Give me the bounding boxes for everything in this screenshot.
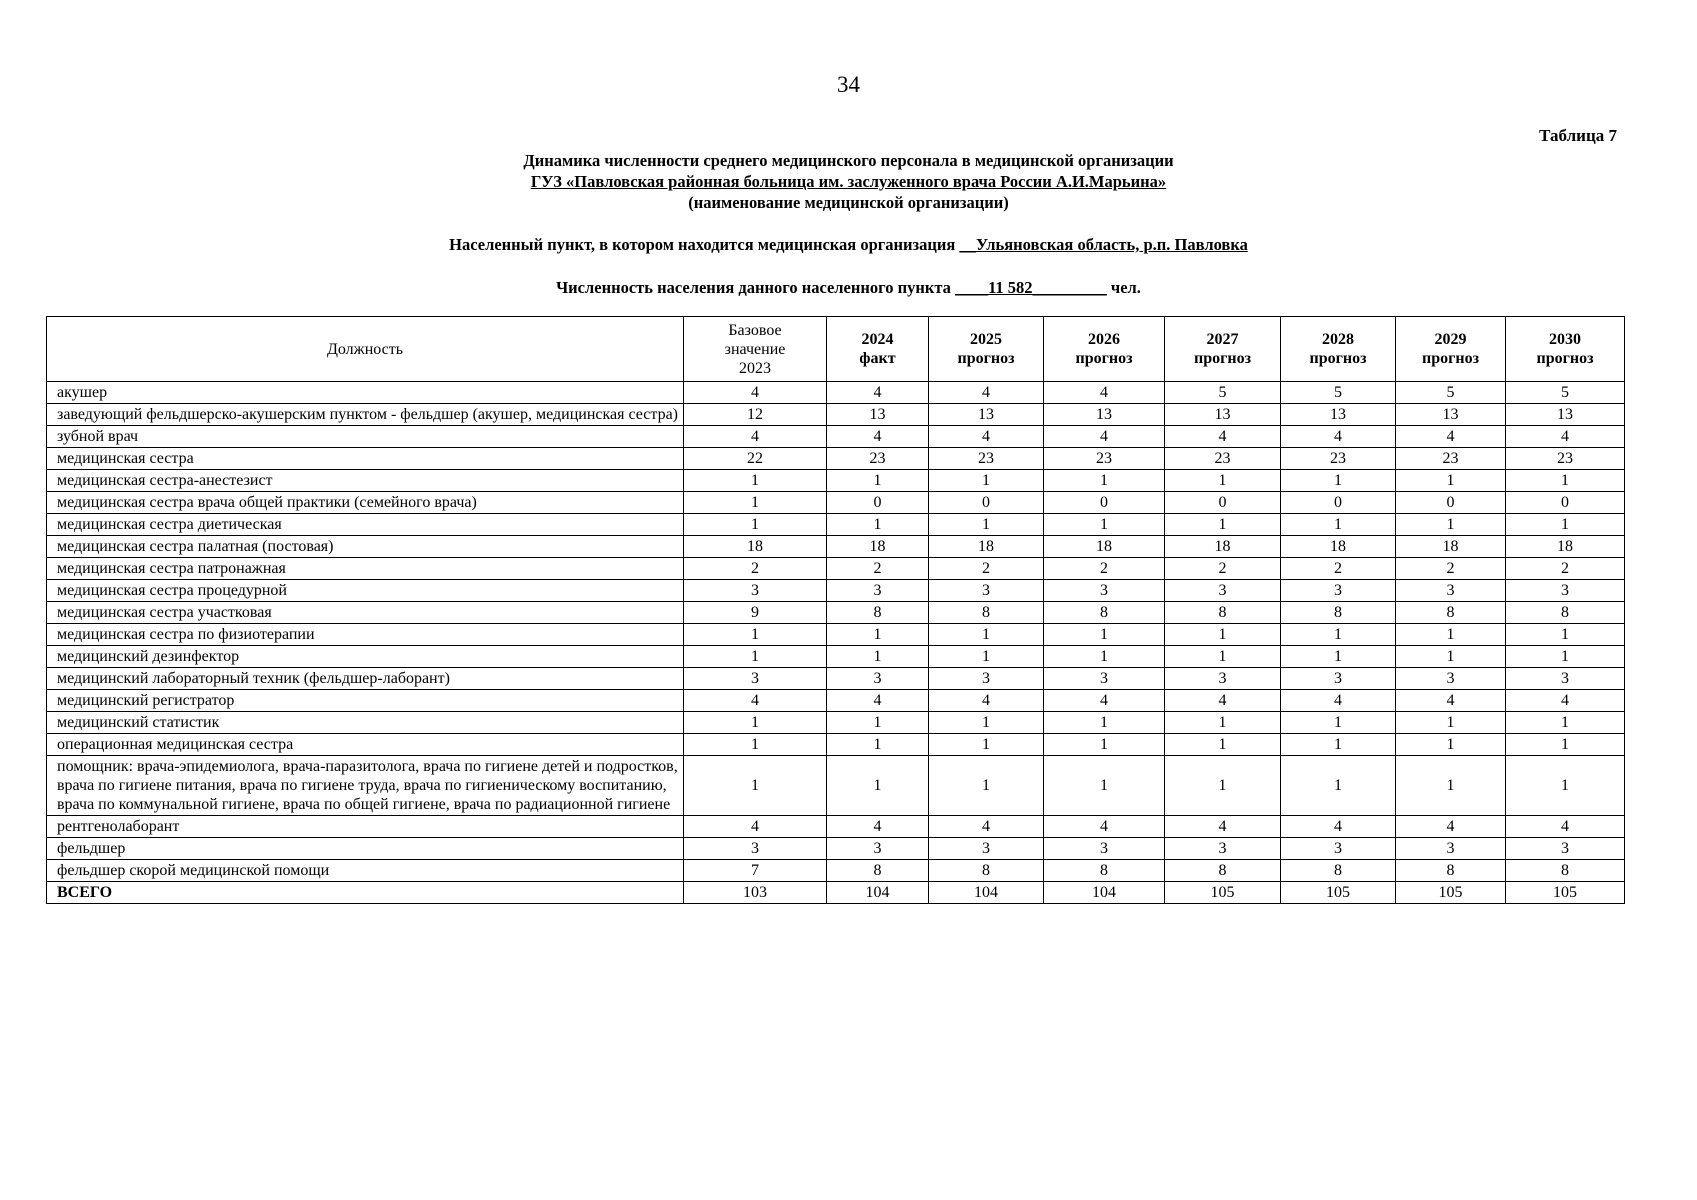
value-cell: 23 <box>1165 448 1281 470</box>
value-cell: 4 <box>684 816 827 838</box>
value-cell: 1 <box>1165 734 1281 756</box>
value-cell: 105 <box>1396 882 1506 904</box>
value-cell: 0 <box>1281 492 1396 514</box>
settlement-label: Населенный пункт, в котором находится медицинская организация <box>449 235 956 254</box>
value-cell: 1 <box>929 470 1044 492</box>
position-cell: рентгенолаборант <box>47 816 684 838</box>
value-cell: 0 <box>1165 492 1281 514</box>
table-row <box>47 536 1625 558</box>
table-row <box>47 514 1625 536</box>
value-cell: 3 <box>929 838 1044 860</box>
header-year-note: прогноз <box>957 350 1015 367</box>
header-year-note: прогноз <box>1075 350 1133 367</box>
position-cell: медицинский лабораторный техник (фельдшер-лаборант) <box>47 668 684 690</box>
value-cell: 1 <box>684 646 827 668</box>
value-cell: 1 <box>1044 756 1165 816</box>
value-cell: 5 <box>1281 382 1396 404</box>
value-cell: 0 <box>1396 492 1506 514</box>
value-cell: 5 <box>1396 382 1506 404</box>
value-cell: 3 <box>1281 838 1396 860</box>
position-cell: медицинская сестра диетическая <box>47 514 684 536</box>
position-cell: медицинская сестра участковая <box>47 602 684 624</box>
value-cell: 2 <box>1396 558 1506 580</box>
value-cell: 1 <box>1165 712 1281 734</box>
table-row <box>47 816 1625 838</box>
settlement-value: __Ульяновская область, р.п. Павловка <box>959 235 1248 254</box>
value-cell: 0 <box>929 492 1044 514</box>
settlement-line <box>0 235 1697 255</box>
value-cell: 1 <box>1281 756 1396 816</box>
value-cell: 1 <box>827 514 929 536</box>
value-cell: 1 <box>1281 734 1396 756</box>
value-cell: 4 <box>1044 382 1165 404</box>
value-cell: 4 <box>1281 690 1396 712</box>
value-cell: 4 <box>929 816 1044 838</box>
value-cell: 5 <box>1506 382 1625 404</box>
position-cell: медицинская сестра врача общей практики (семейного врача) <box>47 492 684 514</box>
value-cell: 4 <box>684 426 827 448</box>
value-cell: 103 <box>684 882 827 904</box>
value-cell: 4 <box>1044 816 1165 838</box>
position-cell: медицинская сестра <box>47 448 684 470</box>
header-year-note: прогноз <box>1309 350 1367 367</box>
value-cell: 4 <box>929 426 1044 448</box>
value-cell: 8 <box>1165 860 1281 882</box>
header-base-line-3: 2023 <box>739 359 771 377</box>
value-cell: 3 <box>1044 668 1165 690</box>
value-cell: 8 <box>1506 602 1625 624</box>
value-cell: 3 <box>1165 580 1281 602</box>
value-cell: 13 <box>1281 404 1396 426</box>
value-cell: 105 <box>1506 882 1625 904</box>
value-cell: 1 <box>1281 646 1396 668</box>
value-cell: 4 <box>1396 690 1506 712</box>
table-row <box>47 602 1625 624</box>
value-cell: 23 <box>1281 448 1396 470</box>
value-cell: 2 <box>1506 558 1625 580</box>
document-title <box>0 150 1697 213</box>
value-cell: 18 <box>929 536 1044 558</box>
value-cell: 1 <box>1506 756 1625 816</box>
value-cell: 104 <box>929 882 1044 904</box>
value-cell: 1 <box>929 624 1044 646</box>
value-cell: 4 <box>684 382 827 404</box>
value-cell: 3 <box>1044 580 1165 602</box>
value-cell: 1 <box>1165 646 1281 668</box>
value-cell: 1 <box>1396 756 1506 816</box>
value-cell: 1 <box>1506 514 1625 536</box>
value-cell: 1 <box>827 646 929 668</box>
value-cell: 1 <box>1396 624 1506 646</box>
table-label: Таблица 7 <box>1539 126 1617 145</box>
value-cell: 23 <box>1506 448 1625 470</box>
value-cell: 13 <box>1044 404 1165 426</box>
table-row <box>47 690 1625 712</box>
value-cell: 8 <box>827 602 929 624</box>
value-cell: 4 <box>1506 816 1625 838</box>
table-row <box>47 470 1625 492</box>
position-cell: медицинская сестра патронажная <box>47 558 684 580</box>
value-cell: 3 <box>827 668 929 690</box>
table-row <box>47 756 1625 816</box>
position-cell: заведующий фельдшерско-акушерским пунктом - фельдшер (акушер, медицинская сестра) <box>47 404 684 426</box>
position-cell: медицинская сестра-анестезист <box>47 470 684 492</box>
value-cell: 8 <box>1165 602 1281 624</box>
value-cell: 1 <box>684 514 827 536</box>
header-year: 2024 <box>861 331 894 348</box>
value-cell: 9 <box>684 602 827 624</box>
table-body <box>47 382 1625 904</box>
value-cell: 3 <box>827 580 929 602</box>
value-cell: 8 <box>1506 860 1625 882</box>
value-cell: 4 <box>929 690 1044 712</box>
value-cell: 1 <box>827 756 929 816</box>
value-cell: 1 <box>929 514 1044 536</box>
value-cell: 1 <box>1044 712 1165 734</box>
position-cell: медицинская сестра по физиотерапии <box>47 624 684 646</box>
position-cell: фельдшер скорой медицинской помощи <box>47 860 684 882</box>
value-cell: 8 <box>1281 860 1396 882</box>
header-year-note: прогноз <box>1536 350 1594 367</box>
value-cell: 1 <box>1044 734 1165 756</box>
header-year-2024 <box>827 317 929 382</box>
value-cell: 3 <box>1506 838 1625 860</box>
value-cell: 18 <box>1506 536 1625 558</box>
value-cell: 8 <box>1396 860 1506 882</box>
value-cell: 1 <box>684 712 827 734</box>
value-cell: 23 <box>929 448 1044 470</box>
header-year-2025 <box>929 317 1044 382</box>
value-cell: 3 <box>1506 668 1625 690</box>
header-year-2030 <box>1506 317 1625 382</box>
value-cell: 3 <box>827 838 929 860</box>
value-cell: 0 <box>827 492 929 514</box>
value-cell: 3 <box>1396 668 1506 690</box>
value-cell: 1 <box>1396 646 1506 668</box>
population-line <box>0 278 1697 298</box>
position-cell: акушер <box>47 382 684 404</box>
value-cell: 4 <box>1396 816 1506 838</box>
value-cell: 13 <box>1506 404 1625 426</box>
header-year: 2029 <box>1434 331 1467 348</box>
value-cell: 2 <box>1281 558 1396 580</box>
header-year: 2027 <box>1206 331 1239 348</box>
value-cell: 4 <box>1506 426 1625 448</box>
value-cell: 4 <box>1044 690 1165 712</box>
table-row <box>47 668 1625 690</box>
value-cell: 4 <box>827 816 929 838</box>
value-cell: 18 <box>1044 536 1165 558</box>
value-cell: 104 <box>827 882 929 904</box>
value-cell: 4 <box>827 382 929 404</box>
header-year: 2025 <box>970 331 1002 348</box>
value-cell: 1 <box>1044 514 1165 536</box>
population-value: ____11 582_________ <box>955 278 1107 297</box>
value-cell: 18 <box>684 536 827 558</box>
value-cell: 12 <box>684 404 827 426</box>
value-cell: 1 <box>1396 470 1506 492</box>
value-cell: 1 <box>929 646 1044 668</box>
position-cell: медицинский статистик <box>47 712 684 734</box>
population-label: Численность населения данного населенного пункта <box>556 278 951 297</box>
position-cell: фельдшер <box>47 838 684 860</box>
value-cell: 4 <box>827 426 929 448</box>
value-cell: 1 <box>1506 734 1625 756</box>
value-cell: 4 <box>1396 426 1506 448</box>
value-cell: 3 <box>929 668 1044 690</box>
value-cell: 0 <box>1506 492 1625 514</box>
value-cell: 13 <box>1165 404 1281 426</box>
organization-name: ГУЗ «Павловская районная больница им. заслуженного врача России А.И.Марьина» <box>530 172 1167 191</box>
value-cell: 105 <box>1165 882 1281 904</box>
value-cell: 8 <box>1396 602 1506 624</box>
value-cell: 3 <box>1165 838 1281 860</box>
value-cell: 1 <box>1044 624 1165 646</box>
position-cell: медицинский регистратор <box>47 690 684 712</box>
value-cell: 1 <box>1165 514 1281 536</box>
population-unit: чел. <box>1110 278 1141 297</box>
value-cell: 23 <box>827 448 929 470</box>
value-cell: 1 <box>1281 712 1396 734</box>
value-cell: 1 <box>1396 734 1506 756</box>
value-cell: 3 <box>929 580 1044 602</box>
position-cell: медицинский дезинфектор <box>47 646 684 668</box>
value-cell: 3 <box>1044 838 1165 860</box>
value-cell: 2 <box>827 558 929 580</box>
position-cell: медицинская сестра процедурной <box>47 580 684 602</box>
value-cell: 1 <box>1044 470 1165 492</box>
value-cell: 4 <box>1281 426 1396 448</box>
value-cell: 1 <box>827 470 929 492</box>
total-label: ВСЕГО <box>47 882 684 904</box>
value-cell: 0 <box>1044 492 1165 514</box>
value-cell: 4 <box>684 690 827 712</box>
value-cell: 3 <box>684 838 827 860</box>
value-cell: 4 <box>1506 690 1625 712</box>
organization-caption: (наименование медицинской организации) <box>688 193 1009 212</box>
value-cell: 8 <box>929 602 1044 624</box>
value-cell: 1 <box>1396 514 1506 536</box>
table-row <box>47 448 1625 470</box>
value-cell: 1 <box>827 734 929 756</box>
value-cell: 3 <box>1165 668 1281 690</box>
staff-table <box>46 316 1625 904</box>
value-cell: 3 <box>1396 838 1506 860</box>
value-cell: 13 <box>1396 404 1506 426</box>
header-year-note: факт <box>859 350 896 367</box>
value-cell: 2 <box>1165 558 1281 580</box>
value-cell: 8 <box>1281 602 1396 624</box>
value-cell: 8 <box>1044 602 1165 624</box>
value-cell: 1 <box>1281 470 1396 492</box>
value-cell: 1 <box>1281 514 1396 536</box>
table-row <box>47 426 1625 448</box>
value-cell: 8 <box>827 860 929 882</box>
header-year-2028 <box>1281 317 1396 382</box>
value-cell: 18 <box>1165 536 1281 558</box>
table-row <box>47 860 1625 882</box>
table-row <box>47 558 1625 580</box>
value-cell: 1 <box>1506 646 1625 668</box>
position-cell: операционная медицинская сестра <box>47 734 684 756</box>
value-cell: 1 <box>684 470 827 492</box>
value-cell: 18 <box>1396 536 1506 558</box>
value-cell: 7 <box>684 860 827 882</box>
value-cell: 1 <box>1506 470 1625 492</box>
value-cell: 18 <box>827 536 929 558</box>
table-header-row <box>47 317 1625 382</box>
value-cell: 1 <box>1506 624 1625 646</box>
table-row <box>47 646 1625 668</box>
value-cell: 1 <box>1281 624 1396 646</box>
value-cell: 2 <box>929 558 1044 580</box>
value-cell: 3 <box>1506 580 1625 602</box>
value-cell: 4 <box>1165 426 1281 448</box>
value-cell: 1 <box>684 492 827 514</box>
value-cell: 1 <box>1165 624 1281 646</box>
value-cell: 3 <box>1396 580 1506 602</box>
value-cell: 13 <box>929 404 1044 426</box>
value-cell: 2 <box>1044 558 1165 580</box>
position-cell: зубной врач <box>47 426 684 448</box>
header-year: 2028 <box>1322 331 1354 348</box>
header-base-line-2: значение <box>724 340 786 358</box>
value-cell: 105 <box>1281 882 1396 904</box>
total-row <box>47 882 1625 904</box>
title-line-1: Динамика численности среднего медицинского персонала в медицинской организации <box>523 151 1174 170</box>
value-cell: 1 <box>929 734 1044 756</box>
table-row <box>47 624 1625 646</box>
value-cell: 4 <box>1165 690 1281 712</box>
header-base <box>684 317 827 382</box>
table-row <box>47 712 1625 734</box>
value-cell: 1 <box>929 712 1044 734</box>
header-position: Должность <box>47 317 684 382</box>
value-cell: 8 <box>929 860 1044 882</box>
value-cell: 1 <box>684 756 827 816</box>
value-cell: 3 <box>684 580 827 602</box>
value-cell: 3 <box>1281 668 1396 690</box>
value-cell: 18 <box>1281 536 1396 558</box>
value-cell: 104 <box>1044 882 1165 904</box>
table-row <box>47 404 1625 426</box>
value-cell: 1 <box>1396 712 1506 734</box>
header-year-2027 <box>1165 317 1281 382</box>
header-year: 2026 <box>1088 331 1120 348</box>
value-cell: 1 <box>827 624 929 646</box>
value-cell: 4 <box>1281 816 1396 838</box>
header-year-note: прогноз <box>1421 350 1480 367</box>
header-year: 2030 <box>1549 331 1581 348</box>
value-cell: 1 <box>1506 712 1625 734</box>
position-cell: медицинская сестра палатная (постовая) <box>47 536 684 558</box>
value-cell: 1 <box>827 712 929 734</box>
value-cell: 23 <box>1044 448 1165 470</box>
value-cell: 23 <box>1396 448 1506 470</box>
table-row <box>47 580 1625 602</box>
table-row <box>47 382 1625 404</box>
header-year-2026 <box>1044 317 1165 382</box>
table-row <box>47 838 1625 860</box>
value-cell: 8 <box>1044 860 1165 882</box>
header-base-line-1: Базовое <box>728 321 782 339</box>
table-row <box>47 492 1625 514</box>
value-cell: 1 <box>1165 756 1281 816</box>
value-cell: 1 <box>1165 470 1281 492</box>
value-cell: 3 <box>1281 580 1396 602</box>
value-cell: 1 <box>684 624 827 646</box>
value-cell: 3 <box>684 668 827 690</box>
value-cell: 5 <box>1165 382 1281 404</box>
value-cell: 22 <box>684 448 827 470</box>
header-year-2029 <box>1396 317 1506 382</box>
value-cell: 1 <box>1044 646 1165 668</box>
value-cell: 4 <box>929 382 1044 404</box>
table-row <box>47 734 1625 756</box>
value-cell: 1 <box>684 734 827 756</box>
position-cell: помощник: врача-эпидемиолога, врача-паразитолога, врача по гигиене детей и подростков, врача по гигиене питания, врача по гигиене труда, врача по гигиеническому воспитанию, врача по коммунальной гигиене, врача по общей гигиене, врача по радиационной гигиене <box>47 756 684 816</box>
header-year-note: прогноз <box>1193 350 1252 367</box>
value-cell: 2 <box>684 558 827 580</box>
page-number: 34 <box>837 72 860 97</box>
value-cell: 4 <box>1044 426 1165 448</box>
value-cell: 13 <box>827 404 929 426</box>
value-cell: 4 <box>827 690 929 712</box>
value-cell: 4 <box>1165 816 1281 838</box>
value-cell: 1 <box>929 756 1044 816</box>
